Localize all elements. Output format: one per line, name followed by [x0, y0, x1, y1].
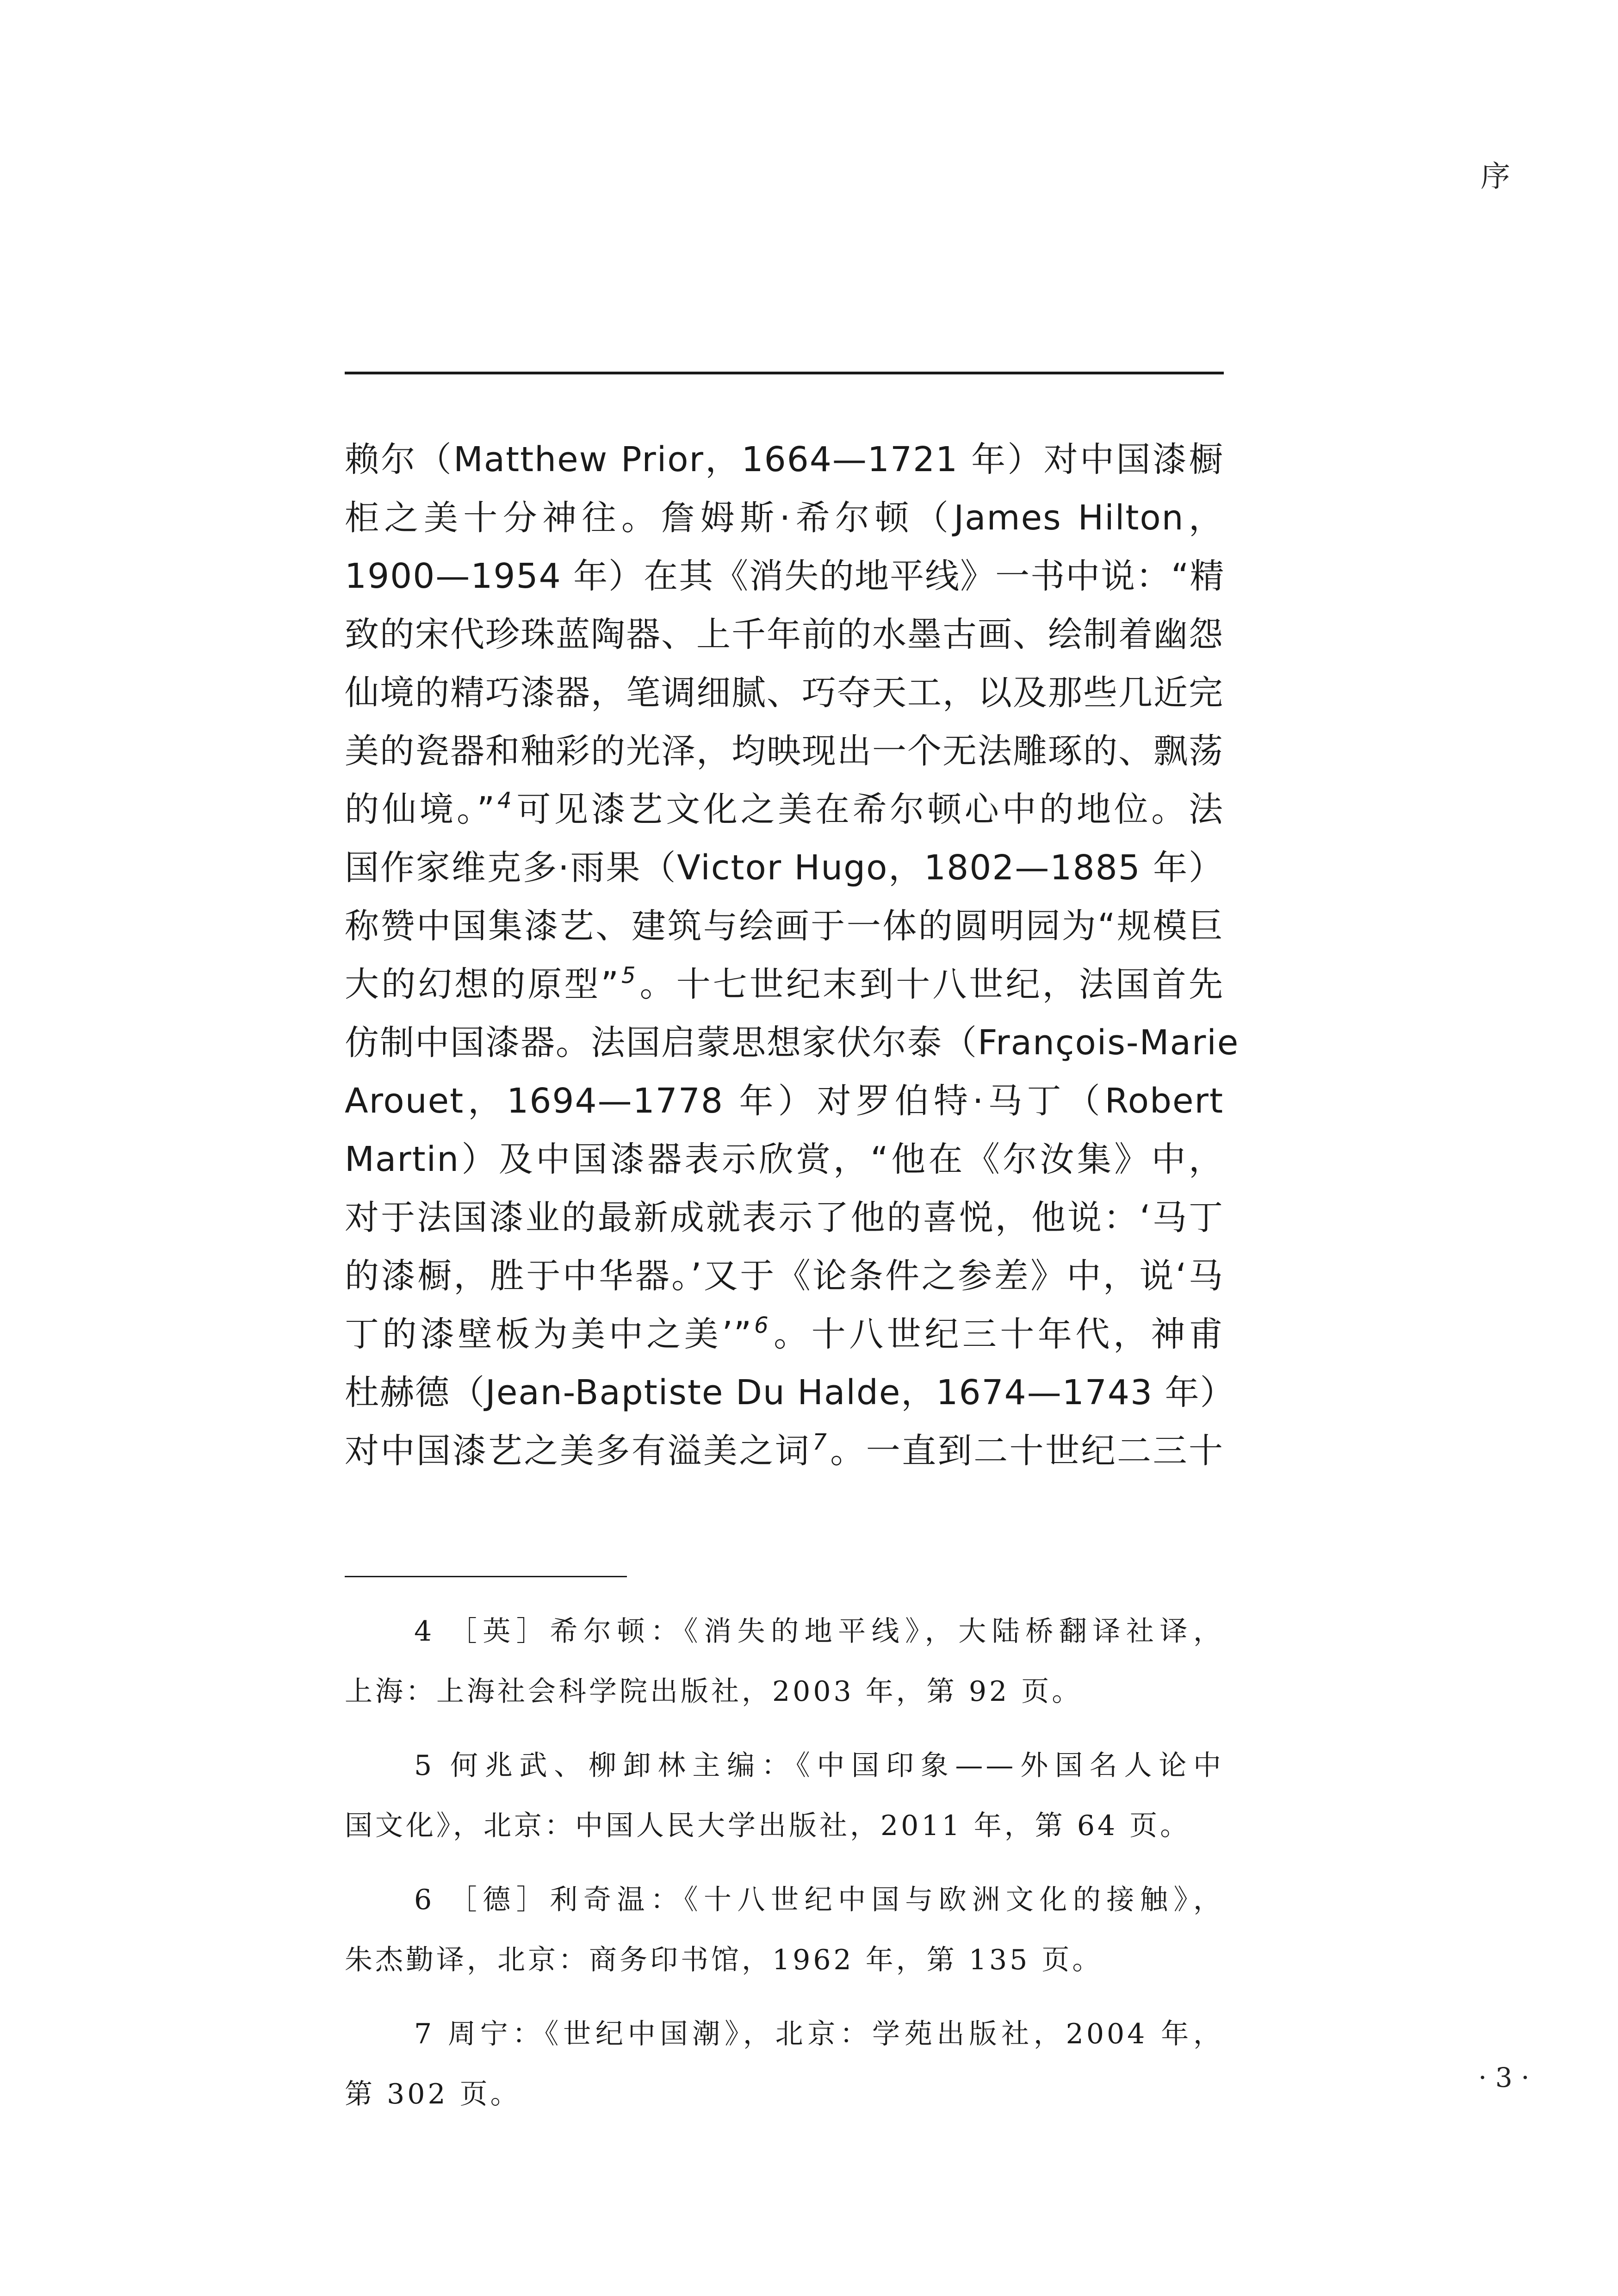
body-text-segment: 1900—1954 年）在其《消失的地平线》一书中说：“精 — [345, 556, 1225, 596]
body-text-segment: 。十七世纪末到十八世纪，法国首先 — [638, 964, 1224, 1004]
body-line — [345, 1072, 1224, 1130]
body-line — [345, 780, 1224, 839]
body-line — [345, 489, 1224, 547]
body-text-segment: 的仙境。” — [345, 790, 496, 829]
body-text-segment: 。十八世纪三十年代，神甫 — [771, 1314, 1224, 1354]
body-line — [345, 955, 1224, 1014]
body-text-segment: 仙境的精巧漆器，笔调细腻、巧夺天工，以及那些几近完 — [345, 673, 1224, 713]
body-text-segment: Martin）及中国漆器表示欣赏，“他在《尔汝集》中， — [345, 1139, 1224, 1179]
body-text-segment: 杜赫德（Jean-Baptiste Du Halde，1674—1743 年） — [345, 1373, 1235, 1412]
body-line — [345, 839, 1224, 897]
body-line — [345, 664, 1224, 722]
footnote-line: 4 ［英］希尔顿：《消失的地平线》，大陆桥翻译社译， — [414, 1615, 1224, 1648]
body-line — [345, 1363, 1235, 1422]
body-line — [345, 1305, 1224, 1363]
body-text-segment: 赖尔（Matthew Prior，1664—1721 年）对中国漆橱 — [345, 440, 1224, 479]
footnote-marker: 4 — [497, 788, 513, 814]
footnote-line: 5 何兆武、柳卸林主编：《中国印象——外国名人论中 — [414, 1749, 1224, 1782]
body-text-segment: Arouet，1694—1778 年）对罗伯特·马丁（Robert — [345, 1081, 1224, 1121]
body-text-segment: 对于法国漆业的最新成就表示了他的喜悦，他说：‘马丁 — [345, 1198, 1224, 1238]
body-text — [345, 430, 1240, 1480]
footnote-line: 国文化》，北京：中国人民大学出版社，2011 年，第 64 页。 — [345, 1810, 1191, 1842]
body-text-segment: 仿制中国漆器。法国启蒙思想家伏尔泰（François-Marie — [345, 1023, 1240, 1063]
body-text-segment: 可见漆艺文化之美在希尔顿心中的地位。法 — [514, 790, 1224, 829]
body-text-segment: 美的瓷器和釉彩的光泽，均映现出一个无法雕琢的、飘荡 — [345, 731, 1224, 771]
body-line — [345, 1247, 1224, 1305]
footnote — [345, 1870, 1224, 1990]
footnotes — [345, 1601, 1224, 2138]
body-text-segment: 。一直到二十世纪二三十 — [829, 1431, 1224, 1471]
footnote-line: 7 周宁：《世纪中国潮》，北京：学苑出版社，2004 年， — [414, 2018, 1224, 2050]
running-head: 序 — [1481, 160, 1510, 194]
footnote — [345, 2004, 1224, 2124]
body-line — [345, 430, 1224, 489]
footnote-marker: 5 — [621, 963, 637, 989]
footnote-line: 朱杰勤译，北京：商务印书馆，1962 年，第 135 页。 — [345, 1944, 1103, 1976]
body-text-segment: 国作家维克多·雨果（Victor Hugo，1802—1885 年） — [345, 848, 1224, 888]
footnote-rule — [345, 1576, 627, 1577]
header-rule — [345, 372, 1224, 374]
body-line — [345, 1014, 1240, 1072]
body-text-segment: 致的宋代珍珠蓝陶器、上千年前的水墨古画、绘制着幽怨 — [345, 615, 1224, 654]
body-text-segment: 大的幻想的原型” — [345, 964, 620, 1004]
body-line — [345, 1422, 1224, 1480]
body-text-segment: 的漆橱，胜于中华器。’又于《论条件之参差》中，说‘马 — [345, 1256, 1224, 1296]
footnote — [345, 1736, 1224, 1856]
body-line — [345, 1188, 1224, 1247]
page-number: · 3 · — [1478, 2062, 1530, 2093]
footnote-marker: 6 — [754, 1313, 769, 1338]
footnote-line: 6 ［德］利奇温：《十八世纪中国与欧洲文化的接触》， — [414, 1884, 1224, 1916]
footnote-line: 第 302 页。 — [345, 2078, 521, 2110]
footnote — [345, 1601, 1224, 1722]
body-text-segment: 柜之美十分神往。詹姆斯·希尔顿（James Hilton， — [345, 498, 1224, 538]
body-line — [345, 722, 1224, 780]
body-text-segment: 丁的漆壁板为美中之美’” — [345, 1314, 753, 1354]
body-line — [345, 897, 1224, 955]
body-text-segment: 称赞中国集漆艺、建筑与绘画于一体的圆明园为“规模巨 — [345, 906, 1224, 946]
footnote-line: 上海：上海社会科学院出版社，2003 年，第 92 页。 — [345, 1675, 1083, 1708]
body-line — [345, 1130, 1224, 1188]
body-line — [345, 605, 1224, 664]
body-line — [345, 547, 1224, 605]
footnote-marker: 7 — [812, 1429, 828, 1455]
body-text-segment: 对中国漆艺之美多有溢美之词 — [345, 1431, 811, 1471]
